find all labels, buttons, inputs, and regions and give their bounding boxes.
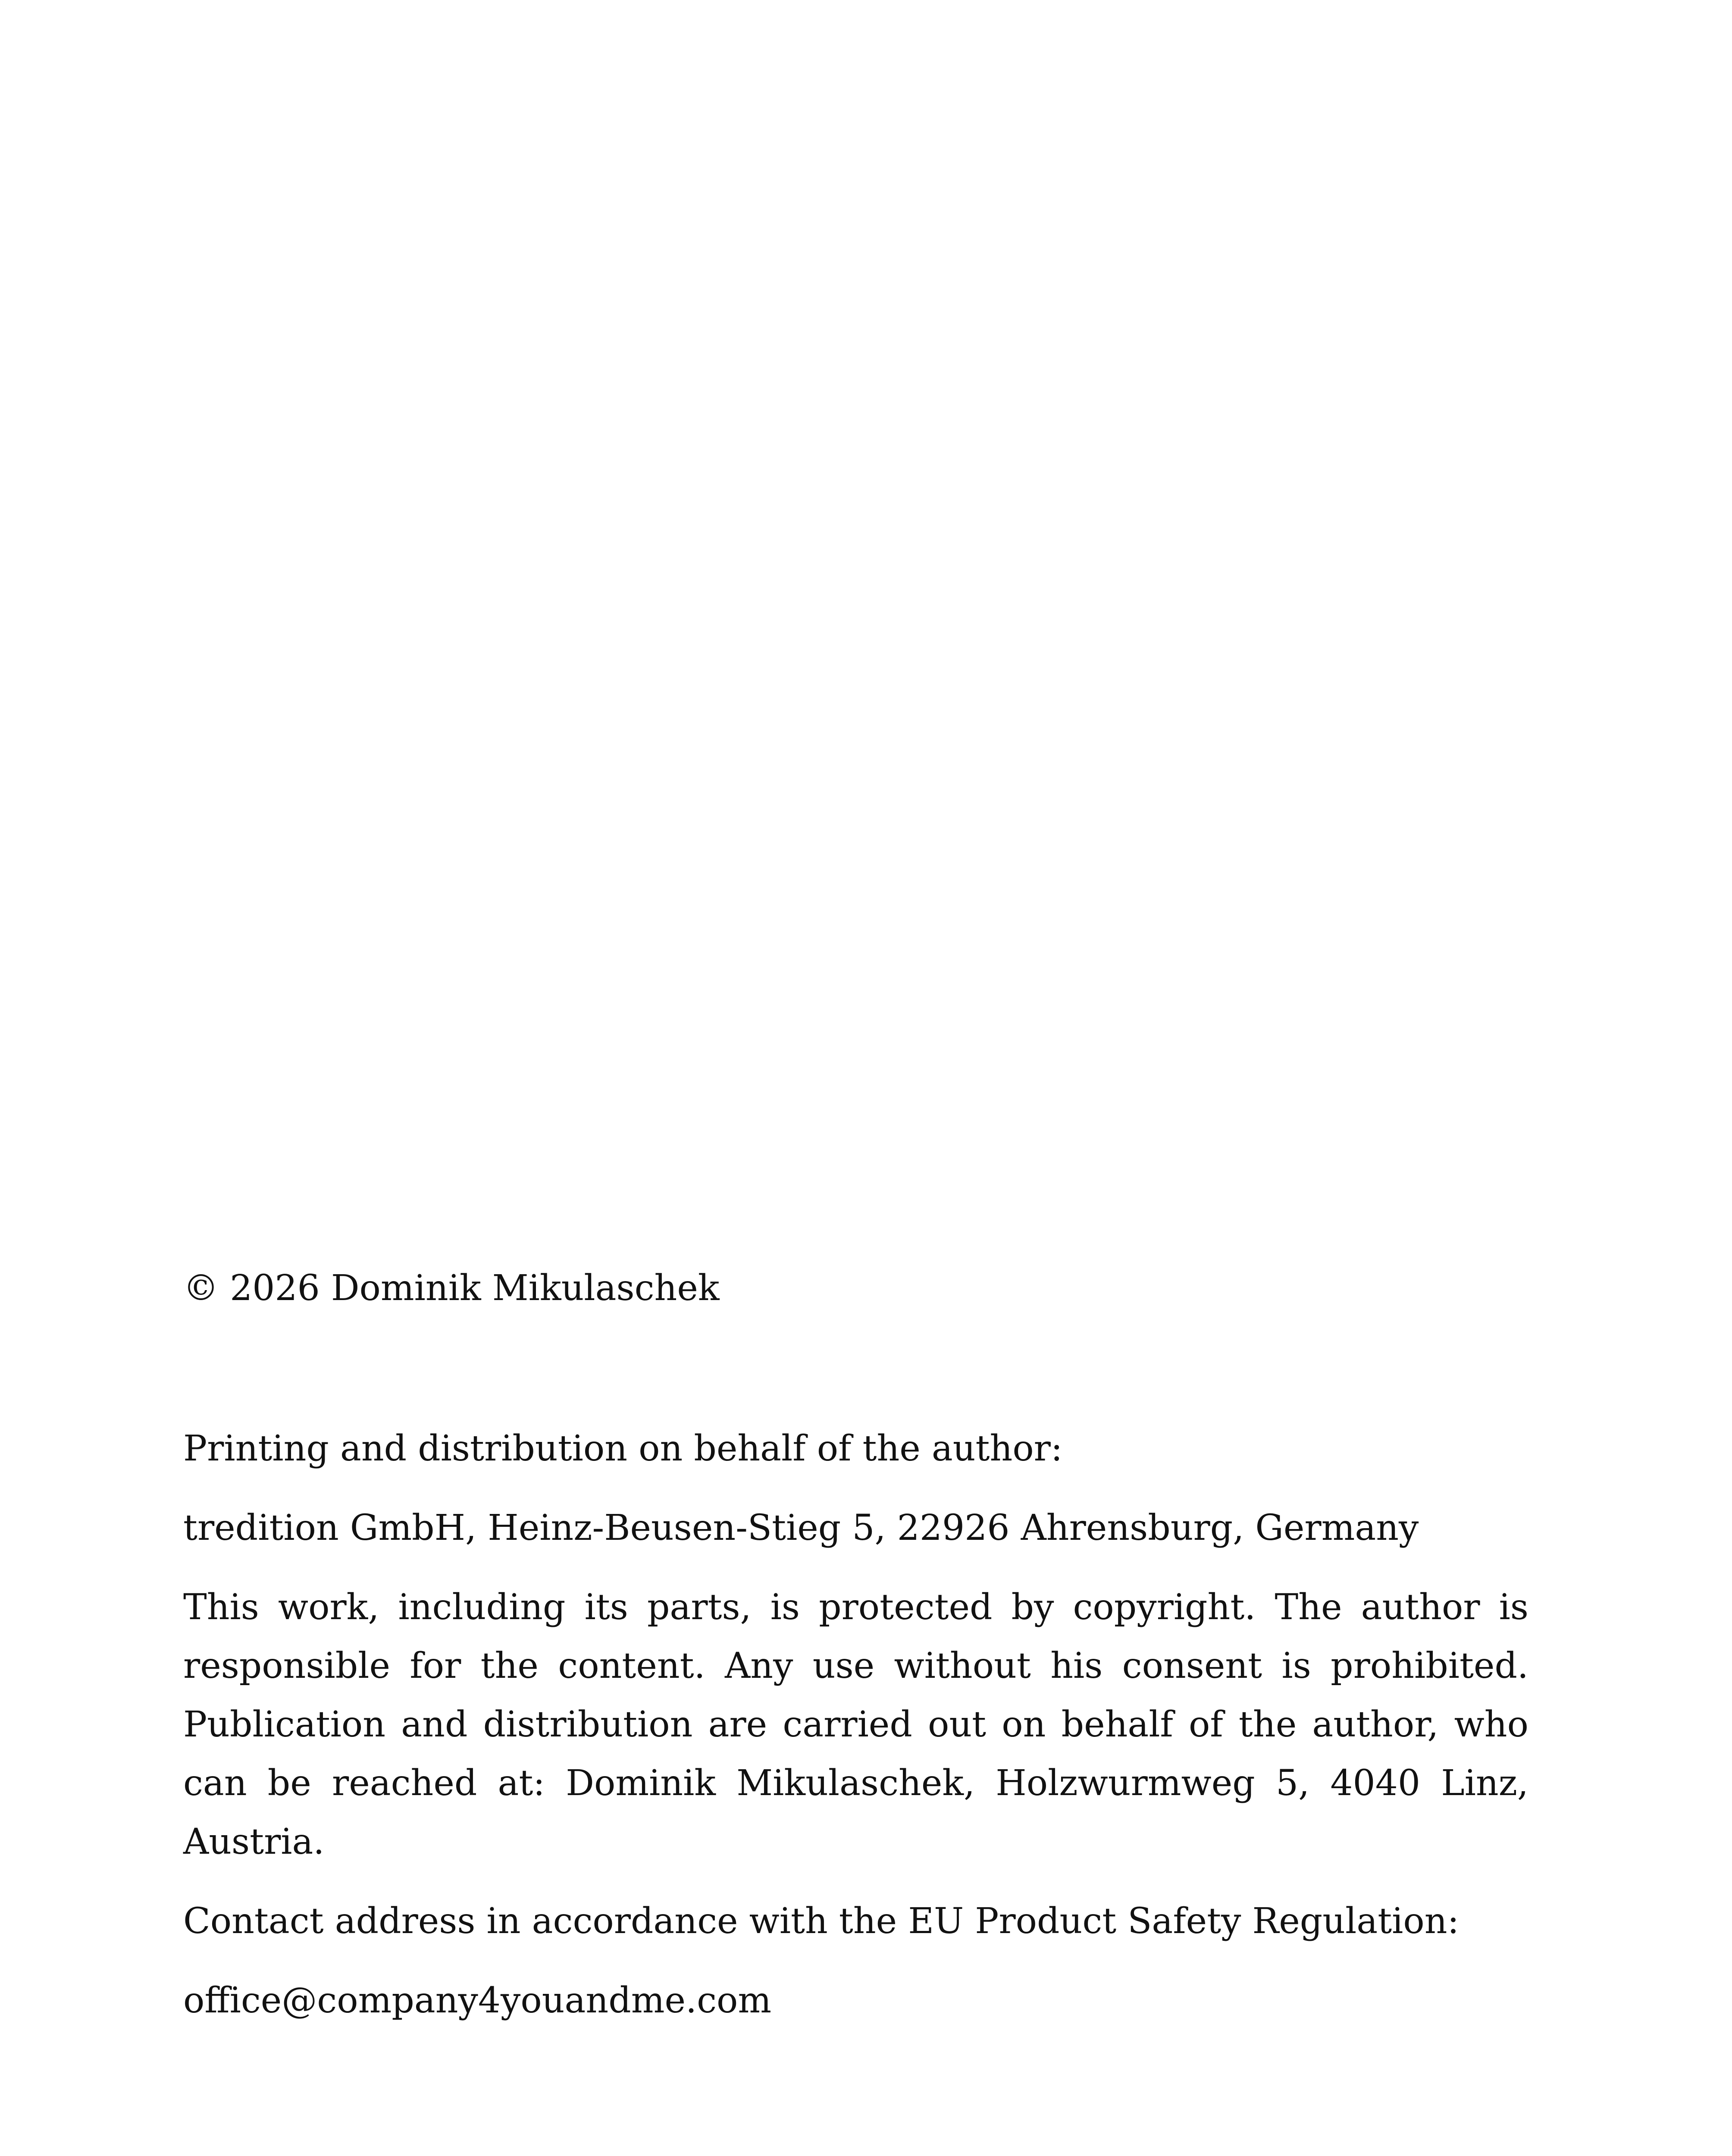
imprint-block <box>183 1259 1528 2030</box>
printing-distribution-label: Printing and distribution on behalf of the author: <box>183 1428 1063 1469</box>
copyright-notice: This work, including its parts, is protected by copyright. The author is responsible for the content. Any use without his consent is prohibited. Publication and distribution are carried out on behalf of the author, who can be reached at: Dominik Mikulaschek, Holzwurmweg 5, 4040 Linz, Austria. <box>183 1587 1528 1862</box>
contact-email: office@company4youandme.com <box>183 1980 772 2021</box>
publisher-address: tredition GmbH, Heinz-Beusen-Stieg 5, 22926 Ahrensburg, Germany <box>183 1507 1419 1548</box>
contact-address-label: Contact address in accordance with the EU Product Safety Regulation: <box>183 1901 1460 1942</box>
copyright-line: © 2026 Dominik Mikulaschek <box>183 1268 720 1309</box>
